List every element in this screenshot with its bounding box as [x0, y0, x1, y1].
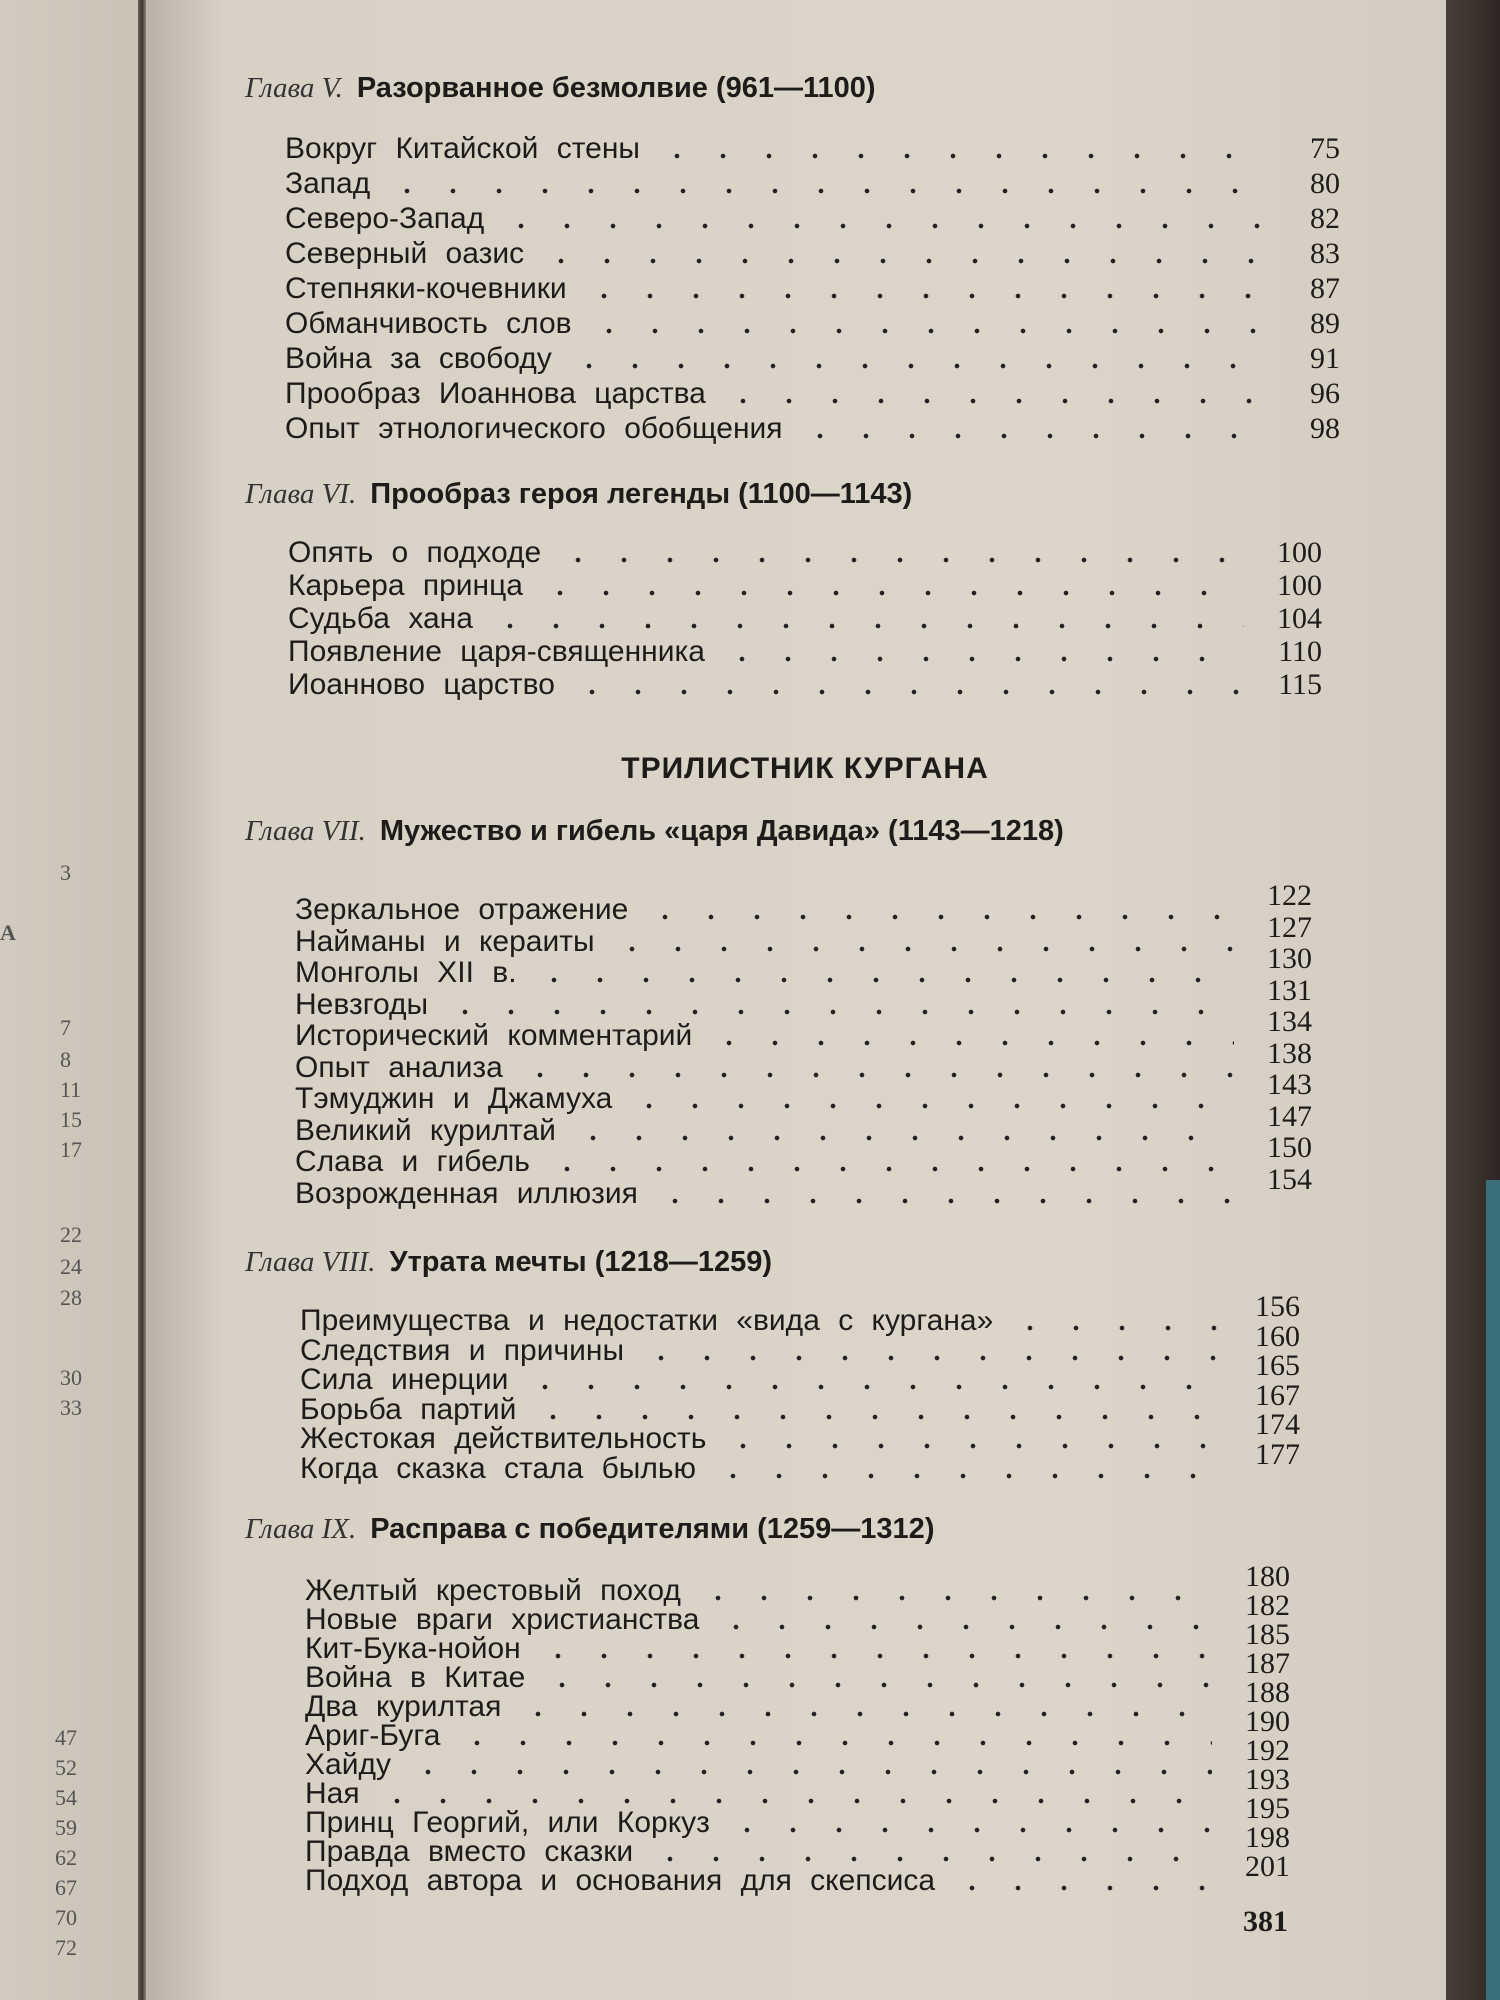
entry-title: Опыт анализа — [295, 1050, 503, 1084]
entry-title: Преимущества и недостатки «вида с кургана» — [300, 1304, 994, 1337]
entry-page-number: 83 — [1310, 237, 1340, 270]
entry-page-number: 91 — [1310, 342, 1340, 375]
left-page-number: 67 — [55, 1875, 77, 1900]
toc-entry — [285, 272, 1340, 306]
dot-leader — [517, 1072, 1234, 1078]
entry-title: Война в Китае — [305, 1661, 526, 1694]
left-page-number: 54 — [55, 1785, 77, 1810]
entry-title: Монголы XII в. — [295, 956, 517, 989]
entry-page-number: 201 — [1245, 1850, 1290, 1883]
entry-page-number: 138 — [1267, 1036, 1312, 1070]
dot-leader — [555, 557, 1244, 563]
book-cover-edge — [1446, 0, 1500, 2000]
dot-leader — [647, 1856, 1212, 1862]
entry-title: Желтый крестовый поход — [305, 1574, 681, 1607]
chapter-title: Расправа с победителями (1259—1312) — [370, 1513, 935, 1545]
chapter-title: Утрата мечты (1218—1259) — [389, 1246, 773, 1278]
dot-leader — [949, 1885, 1212, 1891]
entry-page-number: 195 — [1245, 1792, 1290, 1825]
left-page-number: 24 — [60, 1254, 82, 1279]
dot-leader — [539, 1682, 1212, 1688]
entry-page-number: 87 — [1310, 272, 1340, 305]
dot-leader — [522, 1384, 1222, 1390]
entry-page-number: 180 — [1245, 1560, 1290, 1593]
cover-edge-blue — [1486, 1180, 1500, 2000]
entry-title: Появление царя-священника — [288, 635, 705, 668]
entry-title: Опять о подходе — [288, 536, 542, 569]
toc-entry — [295, 1036, 1312, 1085]
entry-title: Зеркальное отражение — [295, 893, 629, 926]
dot-leader — [720, 398, 1262, 404]
chapter-label: Глава VI. — [245, 478, 357, 510]
toc-entry — [295, 1068, 1312, 1116]
entry-page-number: 104 — [1277, 602, 1322, 635]
dot-leader — [535, 1653, 1212, 1659]
toc-entry — [295, 973, 1312, 1022]
entry-page-number: 154 — [1267, 1162, 1312, 1196]
toc-entry — [288, 569, 1322, 603]
entry-page-number: 167 — [1255, 1378, 1300, 1412]
entry-page-number: 174 — [1255, 1408, 1300, 1441]
entry-title: Карьера принца — [288, 569, 523, 602]
entry-page-number: 190 — [1245, 1705, 1290, 1738]
chapter-heading — [245, 478, 912, 511]
dot-leader — [442, 1009, 1234, 1015]
entry-page-number: 82 — [1310, 202, 1340, 235]
entry-page-number: 127 — [1267, 910, 1312, 944]
chapter-heading — [245, 72, 876, 105]
left-page-number: 47 — [55, 1725, 77, 1750]
entry-title: Принц Георгий, или Коркуз — [305, 1806, 710, 1839]
entry-title: Северо-Запад — [285, 202, 485, 235]
left-page-letter: А — [0, 920, 16, 945]
entry-title: Война за свободу — [285, 342, 552, 375]
toc-entry — [288, 602, 1322, 636]
toc-entry — [285, 377, 1340, 411]
toc-entry — [285, 412, 1340, 446]
dot-leader — [374, 1798, 1212, 1804]
entry-page-number: 143 — [1267, 1068, 1312, 1101]
dot-leader — [609, 946, 1234, 952]
toc-entry — [295, 1131, 1312, 1179]
entry-title: Новые враги христианства — [305, 1603, 700, 1636]
entry-page-number: 89 — [1310, 307, 1340, 340]
dot-leader — [719, 656, 1244, 662]
page-number: 381 — [1243, 1905, 1288, 1938]
left-page-number: 72 — [55, 1935, 77, 1960]
entry-title: Невзгоды — [295, 987, 429, 1021]
entry-title: Жестокая действительность — [300, 1422, 707, 1455]
toc-entry — [295, 1162, 1312, 1211]
left-page-number: 30 — [60, 1365, 82, 1390]
entry-page-number: 150 — [1267, 1131, 1312, 1164]
dot-leader — [498, 223, 1262, 229]
entry-page-number: 160 — [1255, 1319, 1300, 1353]
section-title: ТРИЛИСТНИК КУРГАНА — [621, 752, 989, 785]
entry-title: Обманчивость слов — [285, 307, 572, 340]
left-page-number: 62 — [55, 1845, 77, 1870]
entry-page-number: 193 — [1245, 1763, 1290, 1796]
entry-page-number: 192 — [1245, 1734, 1290, 1767]
entry-page-number: 187 — [1245, 1647, 1290, 1680]
chapter-heading — [245, 1513, 934, 1546]
toc-entry — [285, 307, 1340, 341]
entry-title: Когда сказка стала былью — [300, 1451, 696, 1485]
entry-page-number: 165 — [1255, 1349, 1300, 1382]
entry-title: Ариг-Буга — [305, 1719, 441, 1752]
dot-leader — [581, 293, 1262, 299]
entry-title: Возрожденная иллюзия — [295, 1176, 638, 1210]
dot-leader — [626, 1103, 1234, 1109]
entry-title: Следствия и причины — [300, 1333, 625, 1367]
chapter-title: Разорванное безмолвие (961—1100) — [356, 72, 876, 104]
dot-leader — [487, 623, 1244, 629]
entry-page-number: 198 — [1245, 1821, 1290, 1854]
dot-leader — [384, 188, 1262, 194]
entry-page-number: 98 — [1310, 412, 1340, 445]
left-page-number: 3 — [60, 860, 71, 885]
entry-title: Великий курилтай — [295, 1113, 556, 1147]
toc-entry — [285, 167, 1340, 201]
dot-leader — [797, 433, 1262, 439]
left-page-number: 28 — [60, 1285, 82, 1310]
dot-leader — [454, 1740, 1212, 1746]
toc-entry — [288, 668, 1322, 702]
chapter-label: Глава V. — [245, 72, 343, 104]
left-page-number: 15 — [60, 1107, 82, 1132]
dot-leader — [638, 1355, 1222, 1361]
entry-title: Иоанново царство — [288, 668, 555, 701]
toc-entry — [295, 1005, 1312, 1053]
book-gutter — [138, 0, 146, 2000]
toc-entry — [295, 879, 1312, 927]
entry-page-number: 156 — [1255, 1290, 1300, 1323]
entry-title: Правда вместо сказки — [305, 1835, 634, 1868]
toc-entry — [288, 536, 1322, 570]
dot-leader — [695, 1595, 1212, 1601]
dot-leader — [405, 1769, 1212, 1775]
left-page-edge — [0, 0, 140, 2000]
entry-page-number: 96 — [1310, 377, 1340, 410]
toc-entry — [285, 202, 1340, 236]
entry-page-number: 122 — [1267, 879, 1312, 912]
dot-leader — [652, 1198, 1234, 1204]
dot-leader — [724, 1827, 1212, 1833]
left-page-number: 59 — [55, 1815, 77, 1840]
dot-leader — [713, 1624, 1212, 1630]
left-page-number: 33 — [60, 1395, 82, 1420]
entry-page-number: 188 — [1245, 1676, 1290, 1709]
entry-title: Два курилтая — [305, 1690, 502, 1723]
dot-leader — [530, 1414, 1222, 1420]
entry-title: Исторический комментарий — [295, 1019, 693, 1052]
entry-page-number: 110 — [1278, 635, 1322, 668]
entry-page-number: 75 — [1310, 132, 1340, 165]
dot-leader — [654, 153, 1262, 159]
entry-title: Борьба партий — [300, 1392, 517, 1426]
toc-entry — [295, 942, 1312, 990]
entry-page-number: 182 — [1245, 1589, 1290, 1622]
entry-title: Кит-Бука-нойон — [305, 1632, 521, 1665]
entry-page-number: 147 — [1267, 1099, 1312, 1133]
left-page-number: 7 — [60, 1015, 71, 1040]
dot-leader — [515, 1711, 1212, 1717]
dot-leader — [544, 1166, 1234, 1172]
dot-leader — [710, 1473, 1222, 1479]
entry-title: Хайду — [305, 1748, 391, 1781]
chapter-label: Глава IX. — [245, 1513, 357, 1545]
left-page-number: 11 — [60, 1077, 82, 1102]
entry-title: Северный оазис — [285, 237, 525, 270]
toc-entry — [285, 342, 1340, 376]
chapter-title: Прообраз героя легенды (1100—1143) — [370, 478, 913, 510]
left-page-number: 22 — [60, 1222, 82, 1247]
entry-page-number: 130 — [1267, 942, 1312, 975]
dot-leader — [1007, 1325, 1222, 1331]
entry-title: Запад — [285, 167, 371, 200]
entry-title: Вокруг Китайской стены — [285, 132, 640, 165]
left-page-number: 70 — [55, 1905, 77, 1930]
toc-entry — [295, 910, 1312, 959]
entry-title: Тэмуджин и Джамуха — [295, 1082, 613, 1115]
entry-title: Найманы и кераиты — [295, 924, 595, 958]
entry-page-number: 80 — [1310, 167, 1340, 200]
toc-entry — [285, 237, 1340, 271]
entry-page-number: 185 — [1245, 1618, 1290, 1651]
left-page-number: 52 — [55, 1755, 77, 1780]
toc-entry — [288, 635, 1322, 669]
entry-title: Судьба хана — [288, 602, 473, 635]
left-page-number: 8 — [60, 1047, 71, 1072]
entry-title: Степняки-кочевники — [285, 272, 567, 305]
dot-leader — [531, 977, 1234, 983]
entry-title: Опыт этнологического обобщения — [285, 412, 783, 445]
dot-leader — [538, 258, 1262, 264]
entry-title: Ная — [305, 1777, 360, 1810]
chapter-label: Глава VII. — [245, 815, 366, 847]
dot-leader — [570, 1135, 1234, 1141]
chapter-label: Глава VIII. — [245, 1246, 376, 1278]
entry-page-number: 177 — [1255, 1437, 1300, 1471]
dot-leader — [706, 1040, 1234, 1046]
entry-page-number: 131 — [1267, 973, 1312, 1007]
chapter-heading — [245, 1246, 772, 1279]
entry-title: Сила инерции — [300, 1363, 509, 1396]
toc-entry — [285, 132, 1340, 166]
dot-leader — [720, 1443, 1222, 1449]
entry-page-number: 100 — [1277, 536, 1322, 569]
dot-leader — [537, 590, 1244, 596]
entry-page-number: 115 — [1278, 668, 1322, 701]
entry-page-number: 100 — [1277, 569, 1322, 602]
chapter-title: Мужество и гибель «царя Давида» (1143—1218) — [379, 815, 1064, 847]
entry-title: Подход автора и основания для скепсиса — [305, 1864, 936, 1897]
dot-leader — [642, 914, 1234, 920]
entry-title: Прообраз Иоаннова царства — [285, 377, 706, 410]
dot-leader — [586, 328, 1262, 334]
left-page-number: 17 — [60, 1137, 82, 1162]
dot-leader — [566, 363, 1262, 369]
chapter-heading — [245, 815, 1064, 848]
toc-entry — [295, 1099, 1312, 1148]
entry-page-number: 134 — [1267, 1005, 1312, 1038]
entry-title: Слава и гибель — [295, 1145, 530, 1178]
dot-leader — [569, 689, 1244, 695]
